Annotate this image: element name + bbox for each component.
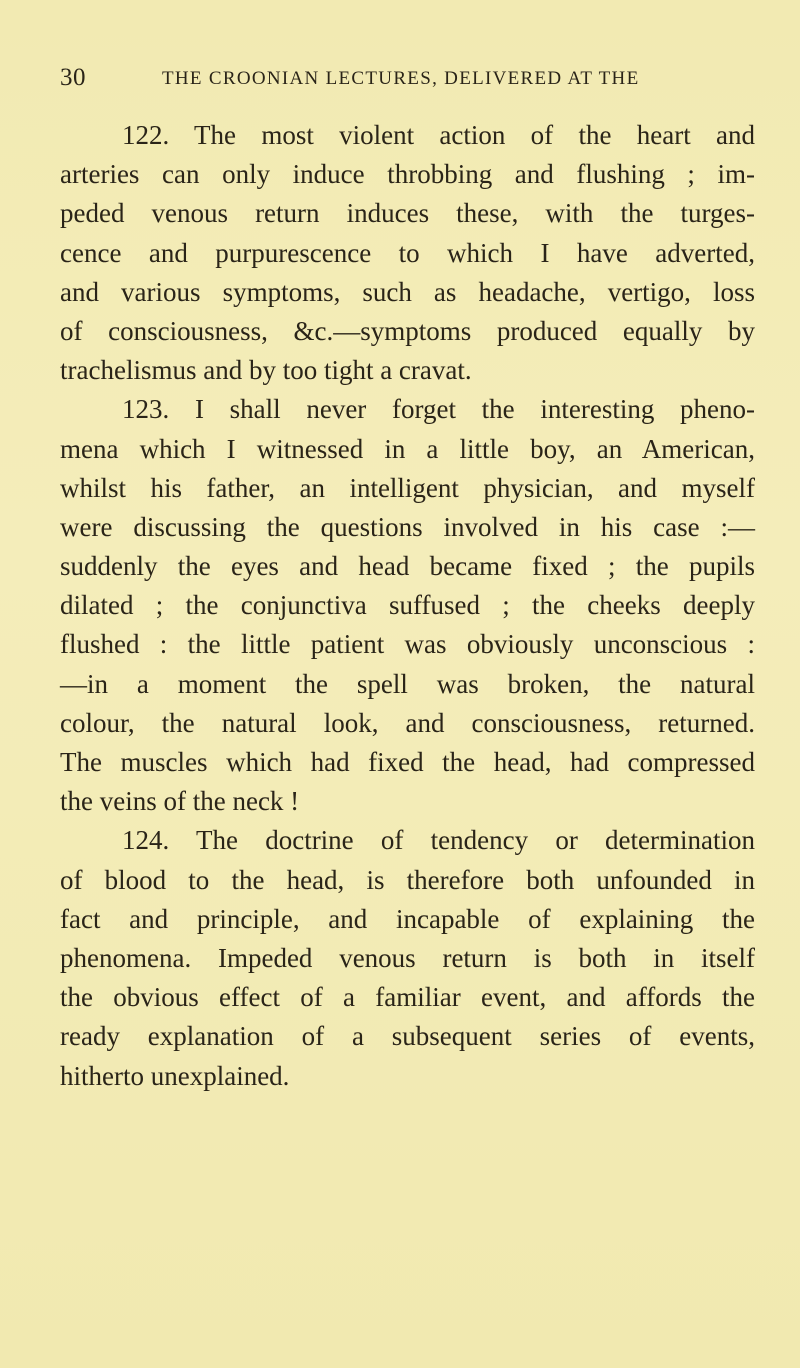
text-line: suddenly the eyes and head became fixed ; the pupils [60, 551, 755, 582]
text-line: cence and purpurescence to which I have adverted, [60, 237, 755, 268]
text-line: flushed : the little patient was obviously unconscious : [60, 629, 755, 660]
page-header [60, 64, 750, 96]
text-line: dilated ; the conjunctiva suffused ; the cheeks deeply [60, 590, 755, 621]
text-line: The muscles which had fixed the head, had compressed [60, 747, 755, 777]
running-title: THE CROONIAN LECTURES, DELIVERED AT THE [162, 68, 640, 89]
text-line: of consciousness, &c.—symptoms produced equally by [60, 315, 755, 346]
text-line: 122. The most violent action of the heart and [122, 120, 755, 150]
page-number: 30 [60, 64, 86, 91]
text-line: 123. I shall never forget the interesting pheno- [122, 394, 755, 425]
text-line: arteries can only induce throbbing and flushing ; im- [60, 159, 755, 190]
text-line: the veins of the neck ! [60, 786, 300, 817]
text-line: hitherto unexplained. [60, 1060, 290, 1091]
text-line: ready explanation of a subsequent series of events, [60, 1021, 755, 1052]
text-line: whilst his father, an intelligent physician, and myself [60, 472, 755, 503]
text-line: and various symptoms, such as headache, vertigo, loss [60, 276, 755, 307]
text-line: 124. The doctrine of tendency or determination [122, 825, 755, 856]
text-line: were discussing the questions involved in his case :— [60, 511, 755, 542]
text-line: colour, the natural look, and consciousness, returned. [60, 707, 755, 738]
text-line: trachelismus and by too tight a cravat. [60, 355, 472, 386]
text-line: mena which I witnessed in a little boy, an American, [60, 433, 755, 464]
text-line: peded venous return induces these, with the turges- [60, 198, 755, 229]
text-line: —in a moment the spell was broken, the natural [60, 668, 755, 699]
body-text [60, 116, 755, 1096]
text-line: phenomena. Impeded venous return is both in itself [60, 942, 755, 973]
text-line: of blood to the head, is therefore both unfounded in [60, 864, 755, 895]
text-line: fact and principle, and incapable of explaining the [60, 903, 755, 934]
text-line: the obvious effect of a familiar event, and affords the [60, 982, 755, 1013]
